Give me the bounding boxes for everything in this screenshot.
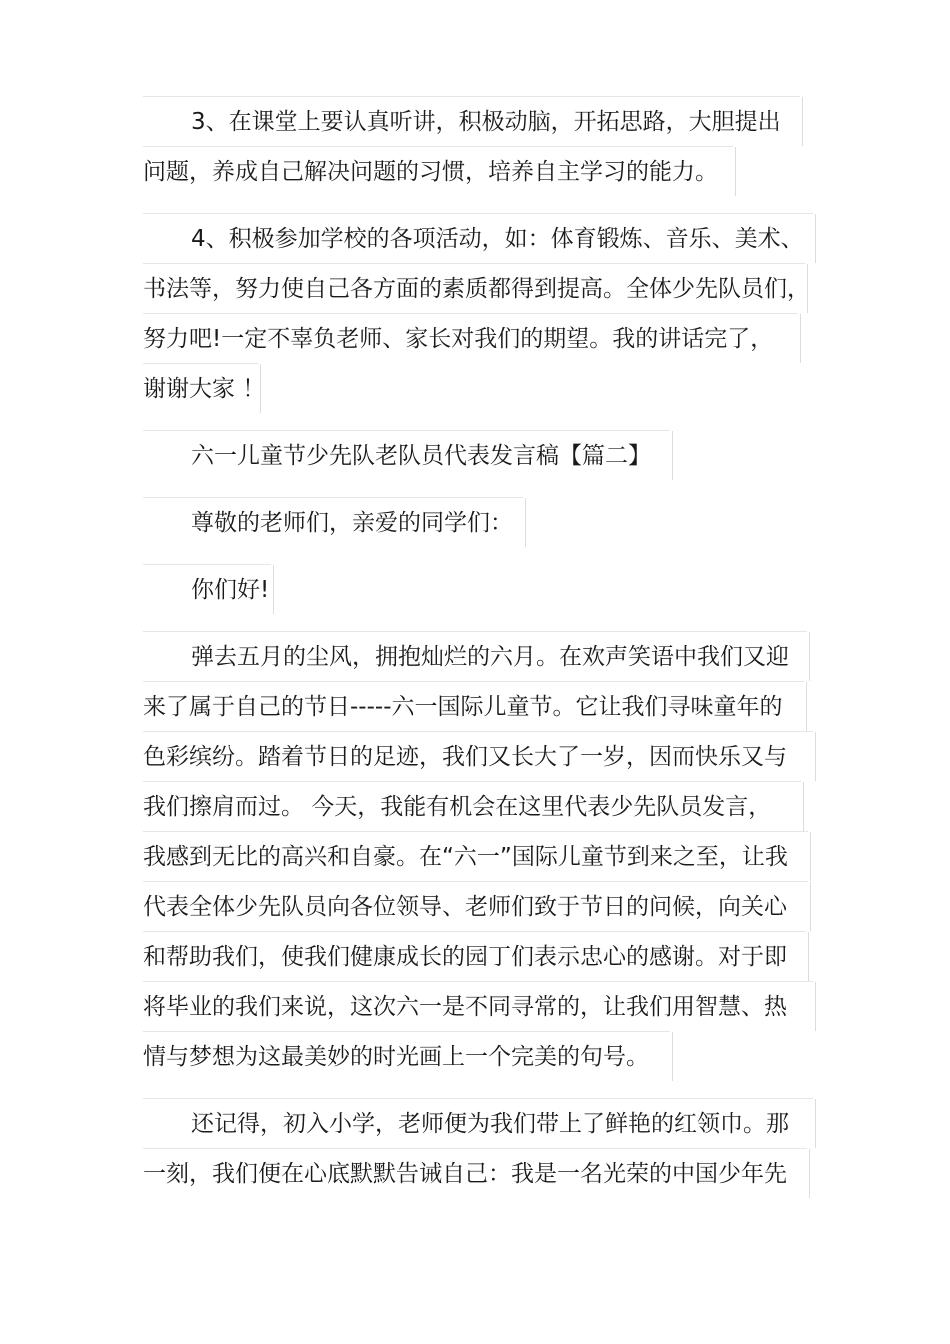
paragraph-4-line-2: 书法等，努力使自己各方面的素质都得到提高。全体少先队员们， <box>143 263 805 313</box>
paragraph-5-line-8: 将毕业的我们来说，这次六一是不同寻常的，让我们用智慧、热 <box>143 981 813 1031</box>
paragraph-5-line-7: 和帮助我们，使我们健康成长的园丁们表示忠心的感谢。对于即 <box>143 931 806 981</box>
greeting-line: 尊敬的老师们，亲爱的同学们： <box>143 497 523 547</box>
paragraph-3-line-2: 问题，养成自己解决问题的习惯，培养自主学习的能力。 <box>143 146 733 196</box>
paragraph-6-line-1: 还记得，初入小学，老师便为我们带上了鲜艳的红领巾。那 <box>143 1098 813 1148</box>
hello-line: 你们好! <box>143 564 271 614</box>
paragraph-6-line-2: 一刻，我们便在心底默默告诫自己：我是一名光荣的中国少年先 <box>143 1148 807 1198</box>
paragraph-3-line-1: 3、在课堂上要认真听讲，积极动脑，开拓思路，大胆提出 <box>143 96 800 146</box>
paragraph-5-line-1: 弹去五月的尘风，拥抱灿烂的六月。在欢声笑语中我们又迎 <box>143 631 807 681</box>
paragraph-4-line-3: 努力吧!一定不辜负老师、家长对我们的期望。我的讲话完了， <box>143 313 798 363</box>
section-title: 六一儿童节少先队老队员代表发言稿【篇二】 <box>143 430 670 480</box>
paragraph-5-line-5: 我感到无比的高兴和自豪。在“六一”国际儿童节到来之至，让我 <box>143 831 808 881</box>
paragraph-4-line-1: 4、积极参加学校的各项活动，如：体育锻炼、音乐、美术、 <box>143 213 813 263</box>
paragraph-5-line-4: 我们擦肩而过。 今天，我能有机会在这里代表少先队员发言， <box>143 781 801 831</box>
paragraph-5-line-2: 来了属于自己的节日-----六一国际儿童节。它让我们寻味童年的 <box>143 681 804 731</box>
paragraph-5-line-9: 情与梦想为这最美妙的时光画上一个完美的句号。 <box>143 1031 670 1081</box>
paragraph-5-line-3: 色彩缤纷。踏着节日的足迹，我们又长大了一岁，因而快乐又与 <box>143 731 813 781</box>
paragraph-5-line-6: 代表全体少先队员向各位领导、老师们致于节日的问候，向关心 <box>143 881 808 931</box>
paragraph-4-line-4: 谢谢大家 ！ <box>143 363 258 413</box>
